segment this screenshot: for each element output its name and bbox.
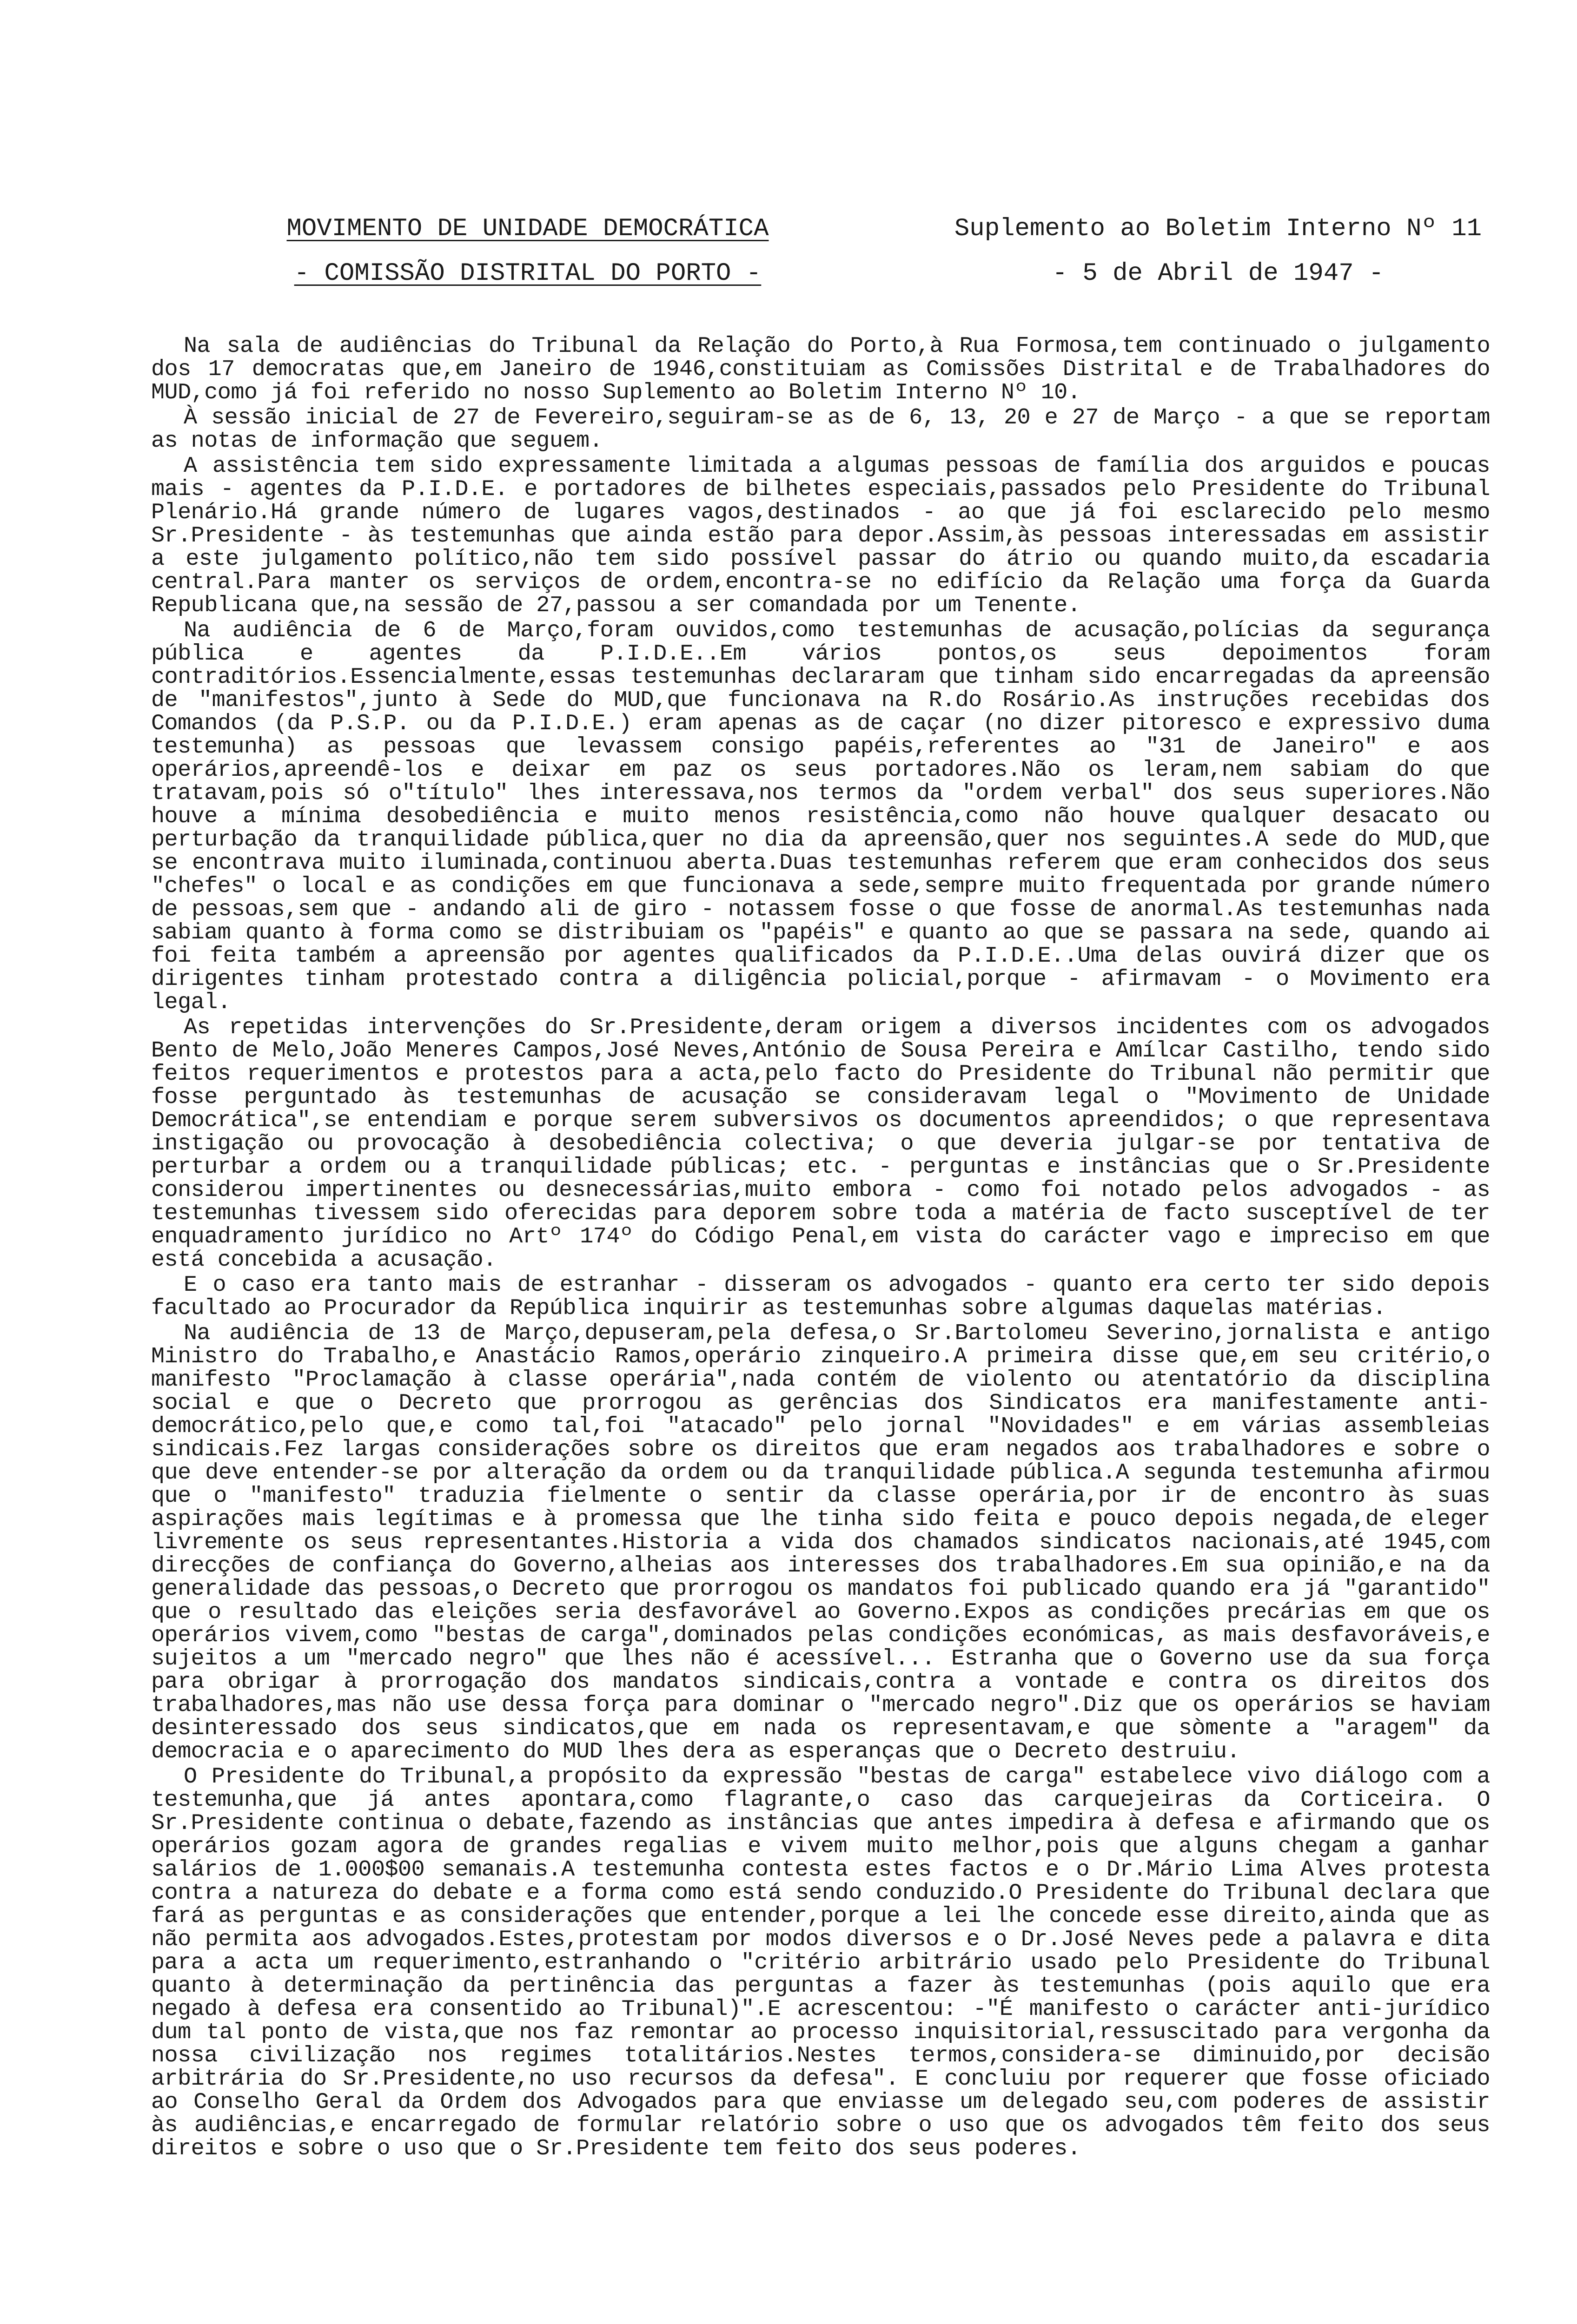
paragraph-attendance: A assistência tem sido expressamente limitada a algumas pessoas de família dos arguidos e poucas mais - agentes da P.I.D.E. e portadores de bilhetes especiais,passados pelo Presidente do Tribunal Plenário.Há grande número de lugares vagos,destinados - ao que já foi esclarecido pelo mesmo Sr.Presidente - às testemunhas que ainda estão para depor.Assim,às pessoas interessadas em assistir a este julgamento político,não tem sido possível passar do átrio ou quando muito,da escadaria central.Para manter os serviços de ordem,encontra-se no edifício da Relação uma força da Guarda Republicana que,na sessão de 27,passou a ser comandada por um Tenente. — [151, 453, 1490, 618]
paragraph-sessions: À sessão inicial de 27 de Fevereiro,seguiram-se as de 6, 13, 20 e 27 de Março - a que se reportam as notas de informação que seguem. — [151, 405, 1490, 454]
paragraph-interventions: As repetidas intervenções do Sr.Presidente,deram origem a diversos incidentes com os advogados Bento de Melo,João Meneres Campos,José Neves,António de Sousa Pereira e Amílcar Castilho, tendo sido feitos requerimentos e protestos para a acta,pelo facto do Presidente do Tribunal não permitir que fosse perguntado às testemunhas de acusação se consideravam legal o "Movimento de Unidade Democrática",se entendiam e porque serem subversivos os documentos apreendidos; o que representava instigação ou provocação à desobediência colectiva; o que deveria julgar-se por tentativa de perturbar a ordem ou a tranquilidade públicas; etc. - perguntas e instâncias que o Sr.Presidente considerou impertinentes ou desnecessárias,muito embora - como foi notado pelos advogados - as testemunhas tivessem sido oferecidas para deporem sobre toda a matéria de facto susceptível de ter enquadramento jurídico no Artº 174º do Código Penal,em vista do carácter vago e impreciso em que está concebida a acusação. — [151, 1015, 1490, 1273]
organization-header — [260, 207, 795, 296]
paragraph-president-dialogue: O Presidente do Tribunal,a propósito da expressão "bestas de carga" estabelece vivo diálogo com a testemunha,que já antes apontara,como flagrante,o caso das carquejeiras da Corticeira. O Sr.Presidente continua o debate,fazendo as instâncias que antes impedira à defesa e afirmando que os operários gozam agora de grandes regalias e vivem muito melhor,pois que alguns chegam a ganhar salários de 1.000$00 semanais.A testemunha contesta estes factos e o Dr.Mário Lima Alves protesta contra a natureza do debate e a forma como está sendo conduzido.O Presidente do Tribunal declara que fará as perguntas e as considerações que entender,porque a lei lhe concede esse direito,ainda que as não permita aos advogados.Estes,protestam por modos diversos e o Dr.José Neves pede a palavra e dita para a acta um requerimento,estranhando o "critério arbitrário usado pelo Presidente do Tribunal quanto à determinação da pertinência das perguntas a fazer às testemunhas (pois aquilo que era negado à defesa era consentido ao Tribunal)".E acrescentou: -"É manifesto o carácter anti-jurídico dum tal ponto de vista,que nos faz remontar ao processo inquisitorial,ressuscitado para vergonha da nossa civilização nos regimes totalitários.Nestes termos,considera-se diminuido,por decisão arbitrária do Sr.Presidente,no uso recursos da defesa". E concluiu por requerer que fosse oficiado ao Conselho Geral da Ordem dos Advogados para que enviasse um delegado seu,com poderes de assistir às audiências,e encarregado de formular relatório sobre o uso que os advogados têm feito dos seus direitos e sobre o uso que o Sr.Presidente tem feito dos seus poderes. — [151, 1764, 1490, 2161]
organization-name: MOVIMENTO DE UNIDADE DEMOCRÁTICA — [286, 215, 769, 243]
commission-name: - COMISSÃO DISTRITAL DO PORTO - — [294, 259, 762, 288]
document-date: - 5 de Abril de 1947 - — [1052, 259, 1384, 288]
paragraph-hearing-march-13: Na audiência de 13 de Março,depuseram,pela defesa,o Sr.Bartolomeu Severino,jornalista e antigo Ministro do Trabalho,e Anastácio Ramos,operário zinqueiro.A primeira disse que,em seu critério,o manifesto "Proclamação à classe operária",nada contém de violento ou atentatório da disciplina social e que o Decreto que prorrogou as gerências dos Sindicatos era manifestamente anti-democrático,pelo que,e como tal,foi "atacado" pelo jornal "Novidades" e em várias assembleias sindicais.Fez largas considerações sobre os direitos que eram negados aos trabalhadores e sobre o que deve entender-se por alteração da ordem ou da tranquilidade pública.A segunda testemunha afirmou que o "manifesto" traduzia fielmente o sentir da classe operária,por ir de encontro às suas aspirações mais legítimas e à promessa que lhe tinha sido feita e pouco depois negada,de eleger livremente os seus representantes.Historia a vida dos chamados sindicatos nacionais,até 1945,com direcções de confiança do Governo,alheias aos interesses dos trabalhadores.Em sua opinião,e na da generalidade das pessoas,o Decreto que prorrogou os mandatos foi publicado quando era já "garantido" que o resultado das eleições seria desfavorável ao Governo.Expos as condições precárias em que os operários vivem,como "bestas de carga",dominados pelas condições económicas, as mais desfavoráveis,e sujeitos a um "mercado negro" que lhes não é acessível... Estranha que o Governo use da sua força para obrigar à prorrogação dos mandatos sindicais,contra a vontade e contra os direitos dos trabalhadores,mas não use dessa força para dominar o "mercado negro".Diz que os operários se haviam desinteressado dos seus sindicatos,que em nada os representavam,e que sòmente a "aragem" da democracia e o aparecimento do MUD lhes dera as esperanças que o Decreto destruiu. — [151, 1320, 1490, 1764]
paragraph-strange-case: E o caso era tanto mais de estranhar - disseram os advogados - quanto era certo ter sido depois facultado ao Procurador da República inquirir as testemunhas sobre algumas daquelas matérias. — [151, 1272, 1490, 1321]
document-body — [151, 335, 1490, 2162]
paragraph-hearing-march-6: Na audiência de 6 de Março,foram ouvidos,como testemunhas de acusação,polícias da segurança pública e agentes da P.I.D.E..Em vários pontos,os seus depoimentos foram contraditórios.Essencialmente,essas testemunhas declararam que tinham sido encarregadas da apreensão de "manifestos",junto à Sede do MUD,que funcionava na R.do Rosário.As instruções recebidas dos Comandos (da P.S.P. ou da P.I.D.E.) eram apenas as de caçar (no dizer pitoresco e expressivo duma testemunha) as pessoas que levassem consigo papéis,referentes ao "31 de Janeiro" e aos operários,apreendê-los e deixar em paz os seus portadores.Não os leram,nem sabiam do que tratavam,pois só o"título" lhes interessava,nos termos da "ordem verbal" dos seus superiores.Não houve a mínima desobediência e muito menos resistência,como não houve qualquer desacato ou perturbação da tranquilidade pública,quer no dia da apreensão,quer nos seguintes.A sede do MUD,que se encontrava muito iluminada,continuou aberta.Duas testemunhas referem que eram conhecidos dos seus "chefes" o local e as condições em que funcionava a sede,sempre muito frequentada por grande número de pessoas,sem que - andando ali de giro - notassem fosse o que fosse de anormal.As testemunhas nada sabiam quanto à forma como se distribuiam os "papéis" e quanto ao que se passara na sede, quando ai foi feita também a apreensão por agentes qualificados da P.I.D.E..Uma delas ouvirá dizer que os dirigentes tinham protestado contra a diligência policial,porque - afirmavam - o Movimento era legal. — [151, 618, 1490, 1015]
bulletin-header — [944, 207, 1492, 296]
supplement-title: Suplemento ao Boletim Interno Nº 11 — [954, 215, 1482, 243]
paragraph-intro: Na sala de audiências do Tribunal da Relação do Porto,à Rua Formosa,tem continuado o julgamento dos 17 democratas que,em Janeiro de 1946,constituiam as Comissões Distrital e de Trabalhadores do MUD,como já foi referido no nosso Suplemento ao Boletim Interno Nº 10. — [151, 333, 1490, 405]
